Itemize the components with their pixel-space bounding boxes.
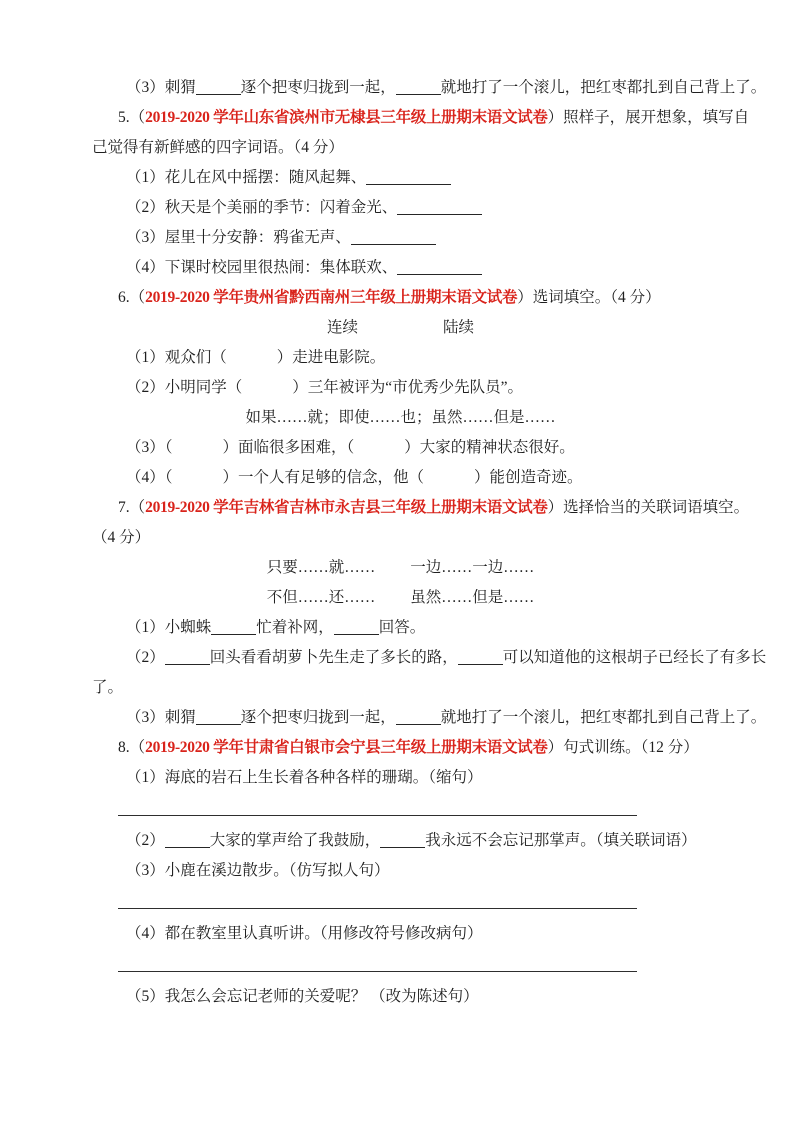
- answer-gap: [375, 571, 410, 572]
- text-segment: （4 分）: [92, 529, 151, 546]
- text-segment: （3）刺猬: [126, 79, 196, 96]
- exam-source-label: 2019-2020 学年甘肃省白银市会宁县三年级上册期末语文试卷: [145, 739, 548, 756]
- text-segment: 大家的掌声给了我鼓励，: [209, 832, 381, 849]
- text-segment: （2）秋天是个美丽的季节：闪着金光、: [126, 199, 398, 216]
- text-line: [118, 493, 750, 523]
- text-segment: 逐个把枣归拢到一起，: [240, 709, 396, 726]
- text-line: [126, 193, 709, 223]
- text-segment: 我永远不会忘记那掌声。（填关联词语）: [425, 832, 697, 849]
- exam-source-label: 2019-2020 学年吉林省吉林市永吉县三年级上册期末语文试卷: [145, 499, 548, 516]
- text-segment: 只要……就……: [266, 559, 376, 576]
- text-line: [126, 643, 767, 673]
- text-segment: （3）屋里十分安静：鸦雀无声、: [126, 229, 351, 246]
- answer-rule: [118, 908, 637, 909]
- text-segment: ）三年被评为“市优秀少先队员”。: [292, 379, 524, 396]
- text-segment: ）照样子，展开想象，填写自: [547, 109, 750, 126]
- text-segment: 回头看看胡萝卜先生走了多长的路，: [209, 649, 458, 666]
- answer-gap: [354, 451, 404, 452]
- text-segment: ）一个人有足够的信念，他（: [222, 469, 425, 486]
- text-line: [126, 253, 709, 283]
- text-segment: 5.（: [118, 109, 146, 126]
- text-line: [126, 703, 767, 733]
- text-segment: 8.（: [118, 739, 146, 756]
- text-segment: 不但……还……: [266, 589, 376, 606]
- text-segment: 7.（: [118, 499, 146, 516]
- fill-in-blank: [397, 211, 482, 215]
- text-line: [126, 343, 709, 373]
- text-segment: （1）观众们（: [126, 349, 227, 366]
- answer-gap: [375, 601, 410, 602]
- text-segment: ）大家的精神状态很好。: [404, 439, 575, 456]
- text-line: [126, 763, 709, 793]
- text-line: [92, 553, 709, 583]
- text-segment: （1）海底的岩石上生长着各种各样的珊瑚。（缩句）: [126, 769, 483, 786]
- answer-gap: [424, 481, 474, 482]
- text-line: [118, 103, 750, 133]
- text-segment: ）句式训练。（12 分）: [547, 739, 699, 756]
- text-segment: （3）刺猬: [126, 709, 196, 726]
- text-line: [92, 583, 709, 613]
- text-segment: 回答。: [378, 619, 426, 636]
- fill-in-blank: [165, 661, 210, 665]
- fill-in-blank: [396, 91, 441, 95]
- answer-gap: [358, 331, 443, 332]
- text-segment: 虽然……但是……: [410, 589, 535, 606]
- text-line: [118, 733, 709, 763]
- text-segment: 如果……就；即使……也；虽然……但是……: [245, 409, 556, 426]
- text-line: [92, 313, 709, 343]
- text-line: [92, 673, 709, 703]
- fill-in-blank: [165, 844, 210, 848]
- text-segment: （1）花儿在风中摇摆：随风起舞、: [126, 169, 367, 186]
- fill-in-blank: [211, 631, 256, 635]
- text-segment: （2）: [126, 832, 165, 849]
- answer-gap: [173, 481, 223, 482]
- text-segment: 一边……一边……: [410, 559, 535, 576]
- text-segment: （4）下课时校园里很热闹：集体联欢、: [126, 259, 398, 276]
- text-line: [126, 826, 709, 856]
- text-line: [126, 163, 709, 193]
- fill-in-blank: [351, 241, 436, 245]
- text-segment: 陆续: [443, 319, 475, 336]
- text-segment: 逐个把枣归拢到一起，: [240, 79, 396, 96]
- answer-gap: [227, 361, 277, 362]
- text-segment: ）选择恰当的关联词语填空。: [547, 499, 750, 516]
- fill-in-blank: [334, 631, 379, 635]
- fill-in-blank: [396, 721, 441, 725]
- fill-in-blank: [366, 181, 451, 185]
- fill-in-blank: [397, 271, 482, 275]
- text-line: [92, 523, 709, 553]
- text-segment: （4）（: [126, 469, 173, 486]
- text-line: [126, 856, 709, 886]
- text-segment: ）选词填空。（4 分）: [517, 289, 661, 306]
- text-line: [92, 133, 709, 163]
- answer-gap: [242, 391, 292, 392]
- text-segment: ）能创造奇迹。: [474, 469, 583, 486]
- text-segment: （5）我怎么会忘记老师的关爱呢？ （改为陈述句）: [126, 988, 479, 1005]
- text-segment: 6.（: [118, 289, 146, 306]
- exam-source-label: 2019-2020 学年贵州省黔西南州三年级上册期末语文试卷: [145, 289, 518, 306]
- text-segment: 了。: [92, 679, 124, 696]
- text-line: [126, 463, 709, 493]
- answer-rule: [118, 971, 637, 972]
- text-line: [126, 373, 709, 403]
- text-line: [118, 283, 709, 313]
- text-segment: 忙着补网，: [256, 619, 334, 636]
- answer-gap: [173, 451, 223, 452]
- text-segment: 连续: [326, 319, 358, 336]
- text-line: [92, 403, 709, 433]
- fill-in-blank: [196, 721, 241, 725]
- text-segment: （4）都在教室里认真听讲。（用修改符号修改病句）: [126, 925, 483, 942]
- text-segment: ）面临很多困难，（: [222, 439, 355, 456]
- text-segment: （3）（: [126, 439, 173, 456]
- text-segment: 可以知道他的这根胡子已经长了有多长: [502, 649, 767, 666]
- text-line: [126, 982, 709, 1012]
- text-line: [126, 73, 767, 103]
- text-segment: 就地打了一个滚儿，把红枣都扎到自己背上了。: [440, 79, 767, 96]
- text-segment: （1）小蜘蛛: [126, 619, 212, 636]
- text-segment: 己觉得有新鲜感的四字词语。（4 分）: [92, 139, 344, 156]
- text-line: [126, 223, 709, 253]
- text-segment: （2）: [126, 649, 165, 666]
- text-segment: （2）小明同学（: [126, 379, 243, 396]
- text-segment: （3）小鹿在溪边散步。（仿写拟人句）: [126, 862, 390, 879]
- fill-in-blank: [458, 661, 503, 665]
- text-segment: 就地打了一个滚儿，把红枣都扎到自己背上了。: [440, 709, 767, 726]
- fill-in-blank: [196, 91, 241, 95]
- fill-in-blank: [380, 844, 425, 848]
- text-line: [126, 613, 709, 643]
- text-line: [126, 433, 709, 463]
- exam-source-label: 2019-2020 学年山东省滨州市无棣县三年级上册期末语文试卷: [145, 109, 548, 126]
- text-segment: ）走进电影院。: [276, 349, 386, 366]
- answer-rule: [118, 815, 637, 816]
- text-line: [126, 919, 709, 949]
